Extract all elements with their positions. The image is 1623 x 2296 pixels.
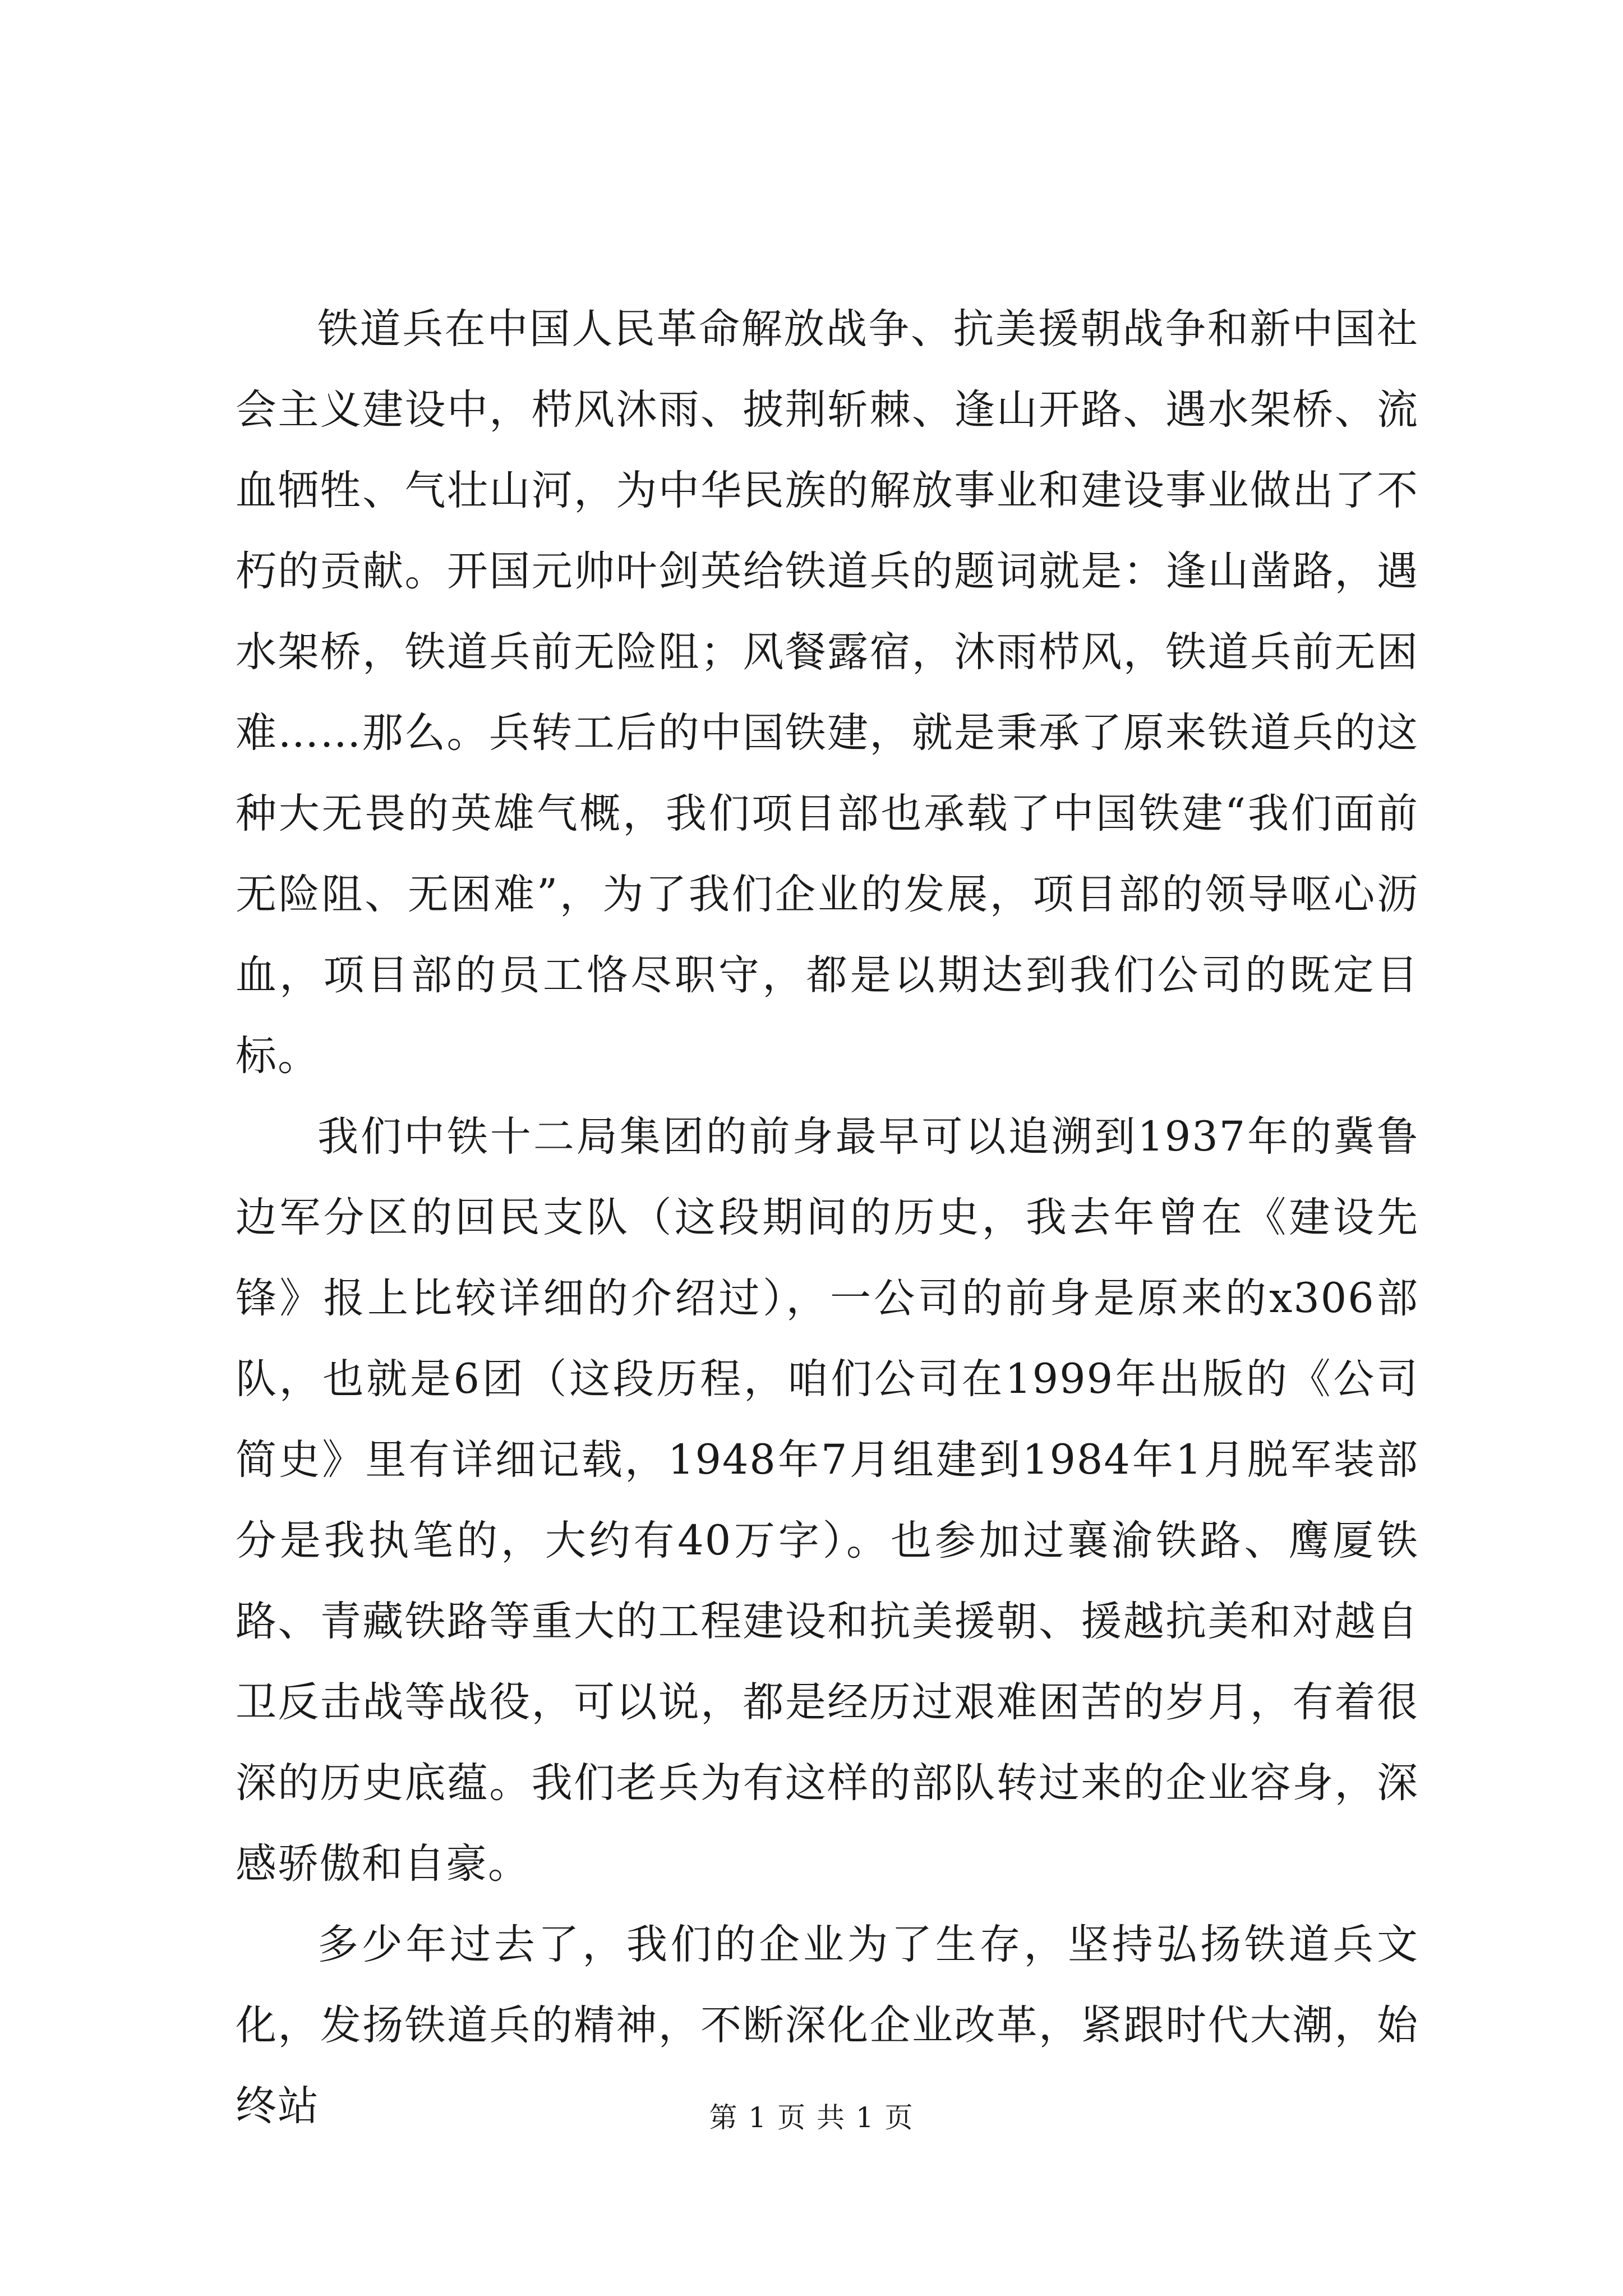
body-text [236,289,1419,2147]
paragraph-2: 我们中铁十二局集团的前身最早可以追溯到1937年的冀鲁边军分区的回民支队（这段期间的历史，我去年曾在《建设先锋》报上比较详细的介绍过），一公司的前身是原来的x306部队，也就是6团（这段历程，咱们公司在1999年出版的《公司简史》里有详细记载，1948年7月组建到1984年1月脱军装部分是我执笔的，大约有40万字）。也参加过襄渝铁路、鹰厦铁路、青藏铁路等重大的工程建设和抗美援朝、援越抗美和对越自卫反击战等战役，可以说，都是经历过艰难困苦的岁月，有着很深的历史底蕴。我们老兵为有这样的部队转过来的企业容身，深感骄傲和自豪。 [236,1113,1419,1888]
paragraph-3: 多少年过去了，我们的企业为了生存，坚持弘扬铁道兵文化，发扬铁道兵的精神，不断深化企业改革，紧跟时代大潮，始终站 [236,1921,1419,2130]
paragraph-1: 铁道兵在中国人民革命解放战争、抗美援朝战争和新中国社会主义建设中，栉风沐雨、披荆斩棘、逢山开路、遇水架桥、流血牺牲、气壮山河，为中华民族的解放事业和建设事业做出了不朽的贡献。开国元帅叶剑英给铁道兵的题词就是：逢山凿路，遇水架桥，铁道兵前无险阻；风餐露宿，沐雨栉风，铁道兵前无困难……那么。兵转工后的中国铁建，就是秉承了原来铁道兵的这种大无畏的英雄气概，我们项目部也承载了中国铁建“我们面前无险阻、无困难”，为了我们企业的发展，项目部的领导呕心沥血，项目部的员工恪尽职守，都是以期达到我们公司的既定目标。 [236,305,1419,1080]
page-footer: 第 1 页 共 1 页 [709,2101,914,2134]
